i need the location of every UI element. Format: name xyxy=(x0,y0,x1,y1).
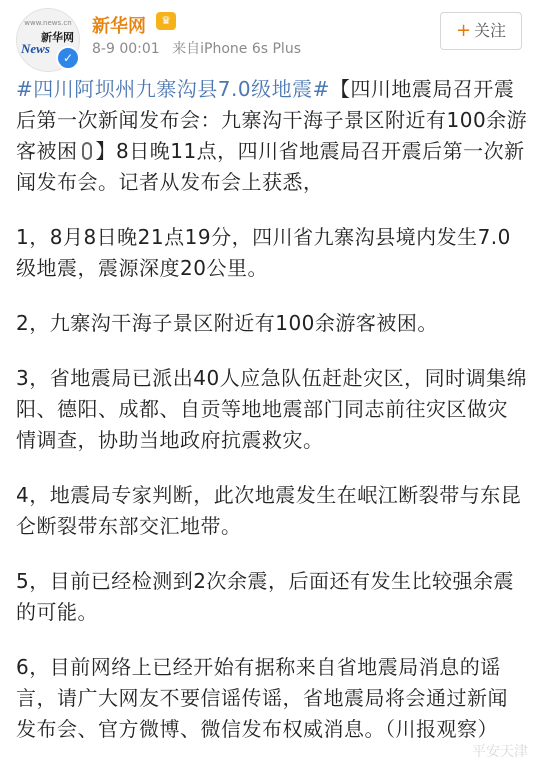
follow-label: 关注 xyxy=(474,21,507,40)
list-item-4: 4，地震局专家判断，此次地震发生在岷江断裂带与东昆仑断裂带东部交汇地带。 xyxy=(16,483,522,538)
hashtag-link[interactable]: #四川阿坝州九寨沟县7.0级地震# xyxy=(16,77,330,101)
microphone-icon xyxy=(82,142,92,160)
plus-icon: + xyxy=(455,20,472,41)
intro-text-a: 【四川地震局召开震后第一次新闻发布会：九寨沟干海子景区附近有100余游客被困 xyxy=(16,77,528,163)
user-name[interactable]: 新华网 xyxy=(92,16,146,37)
list-item-2: 2，九寨沟干海子景区附近有100余游客被困。 xyxy=(16,311,438,335)
post-meta xyxy=(92,38,309,58)
list-item-6: 6，目前网络上已经开始有据称来自省地震局消息的谣言，请广大网友不要信谣传谣，省地震局将会通过新闻发布会、官方微博、微信发布权威消息。（川报观察） xyxy=(16,655,508,741)
avatar-name-cn: 新华网 xyxy=(41,31,74,44)
list-item-1: 1，8月8日晚21点19分，四川省九寨沟县境内发生7.0级地震，震源深度20公里。 xyxy=(16,225,511,280)
watermark: 平安天津 xyxy=(472,744,528,760)
post-intro xyxy=(16,74,528,198)
list-item-3: 3，省地震局已派出40人应急队伍赶赴灾区，同时调集绵阳、德阳、成都、自贡等地地震部门同志前往灾区做灾情调查，协助当地政府抗震救灾。 xyxy=(16,366,528,452)
post-source: 来自iPhone 6s Plus xyxy=(172,41,301,57)
follow-button[interactable] xyxy=(440,12,522,50)
avatar-site-text: www.news.cn xyxy=(24,19,72,27)
post-body xyxy=(16,74,528,769)
vip-crown-icon[interactable]: ♛ xyxy=(156,12,176,30)
verified-icon: ✓ xyxy=(56,46,80,70)
intro-text-b: 】8日晚11点，四川省地震局召开震后第一次新闻发布会。记者从发布会上获悉， xyxy=(16,139,525,194)
avatar-name-en: News xyxy=(21,41,50,56)
post-header xyxy=(0,0,540,72)
list-item-5: 5，目前已经检测到2次余震，后面还有发生比较强余震的可能。 xyxy=(16,569,514,624)
post-timestamp: 8-9 00:01 xyxy=(92,41,160,57)
